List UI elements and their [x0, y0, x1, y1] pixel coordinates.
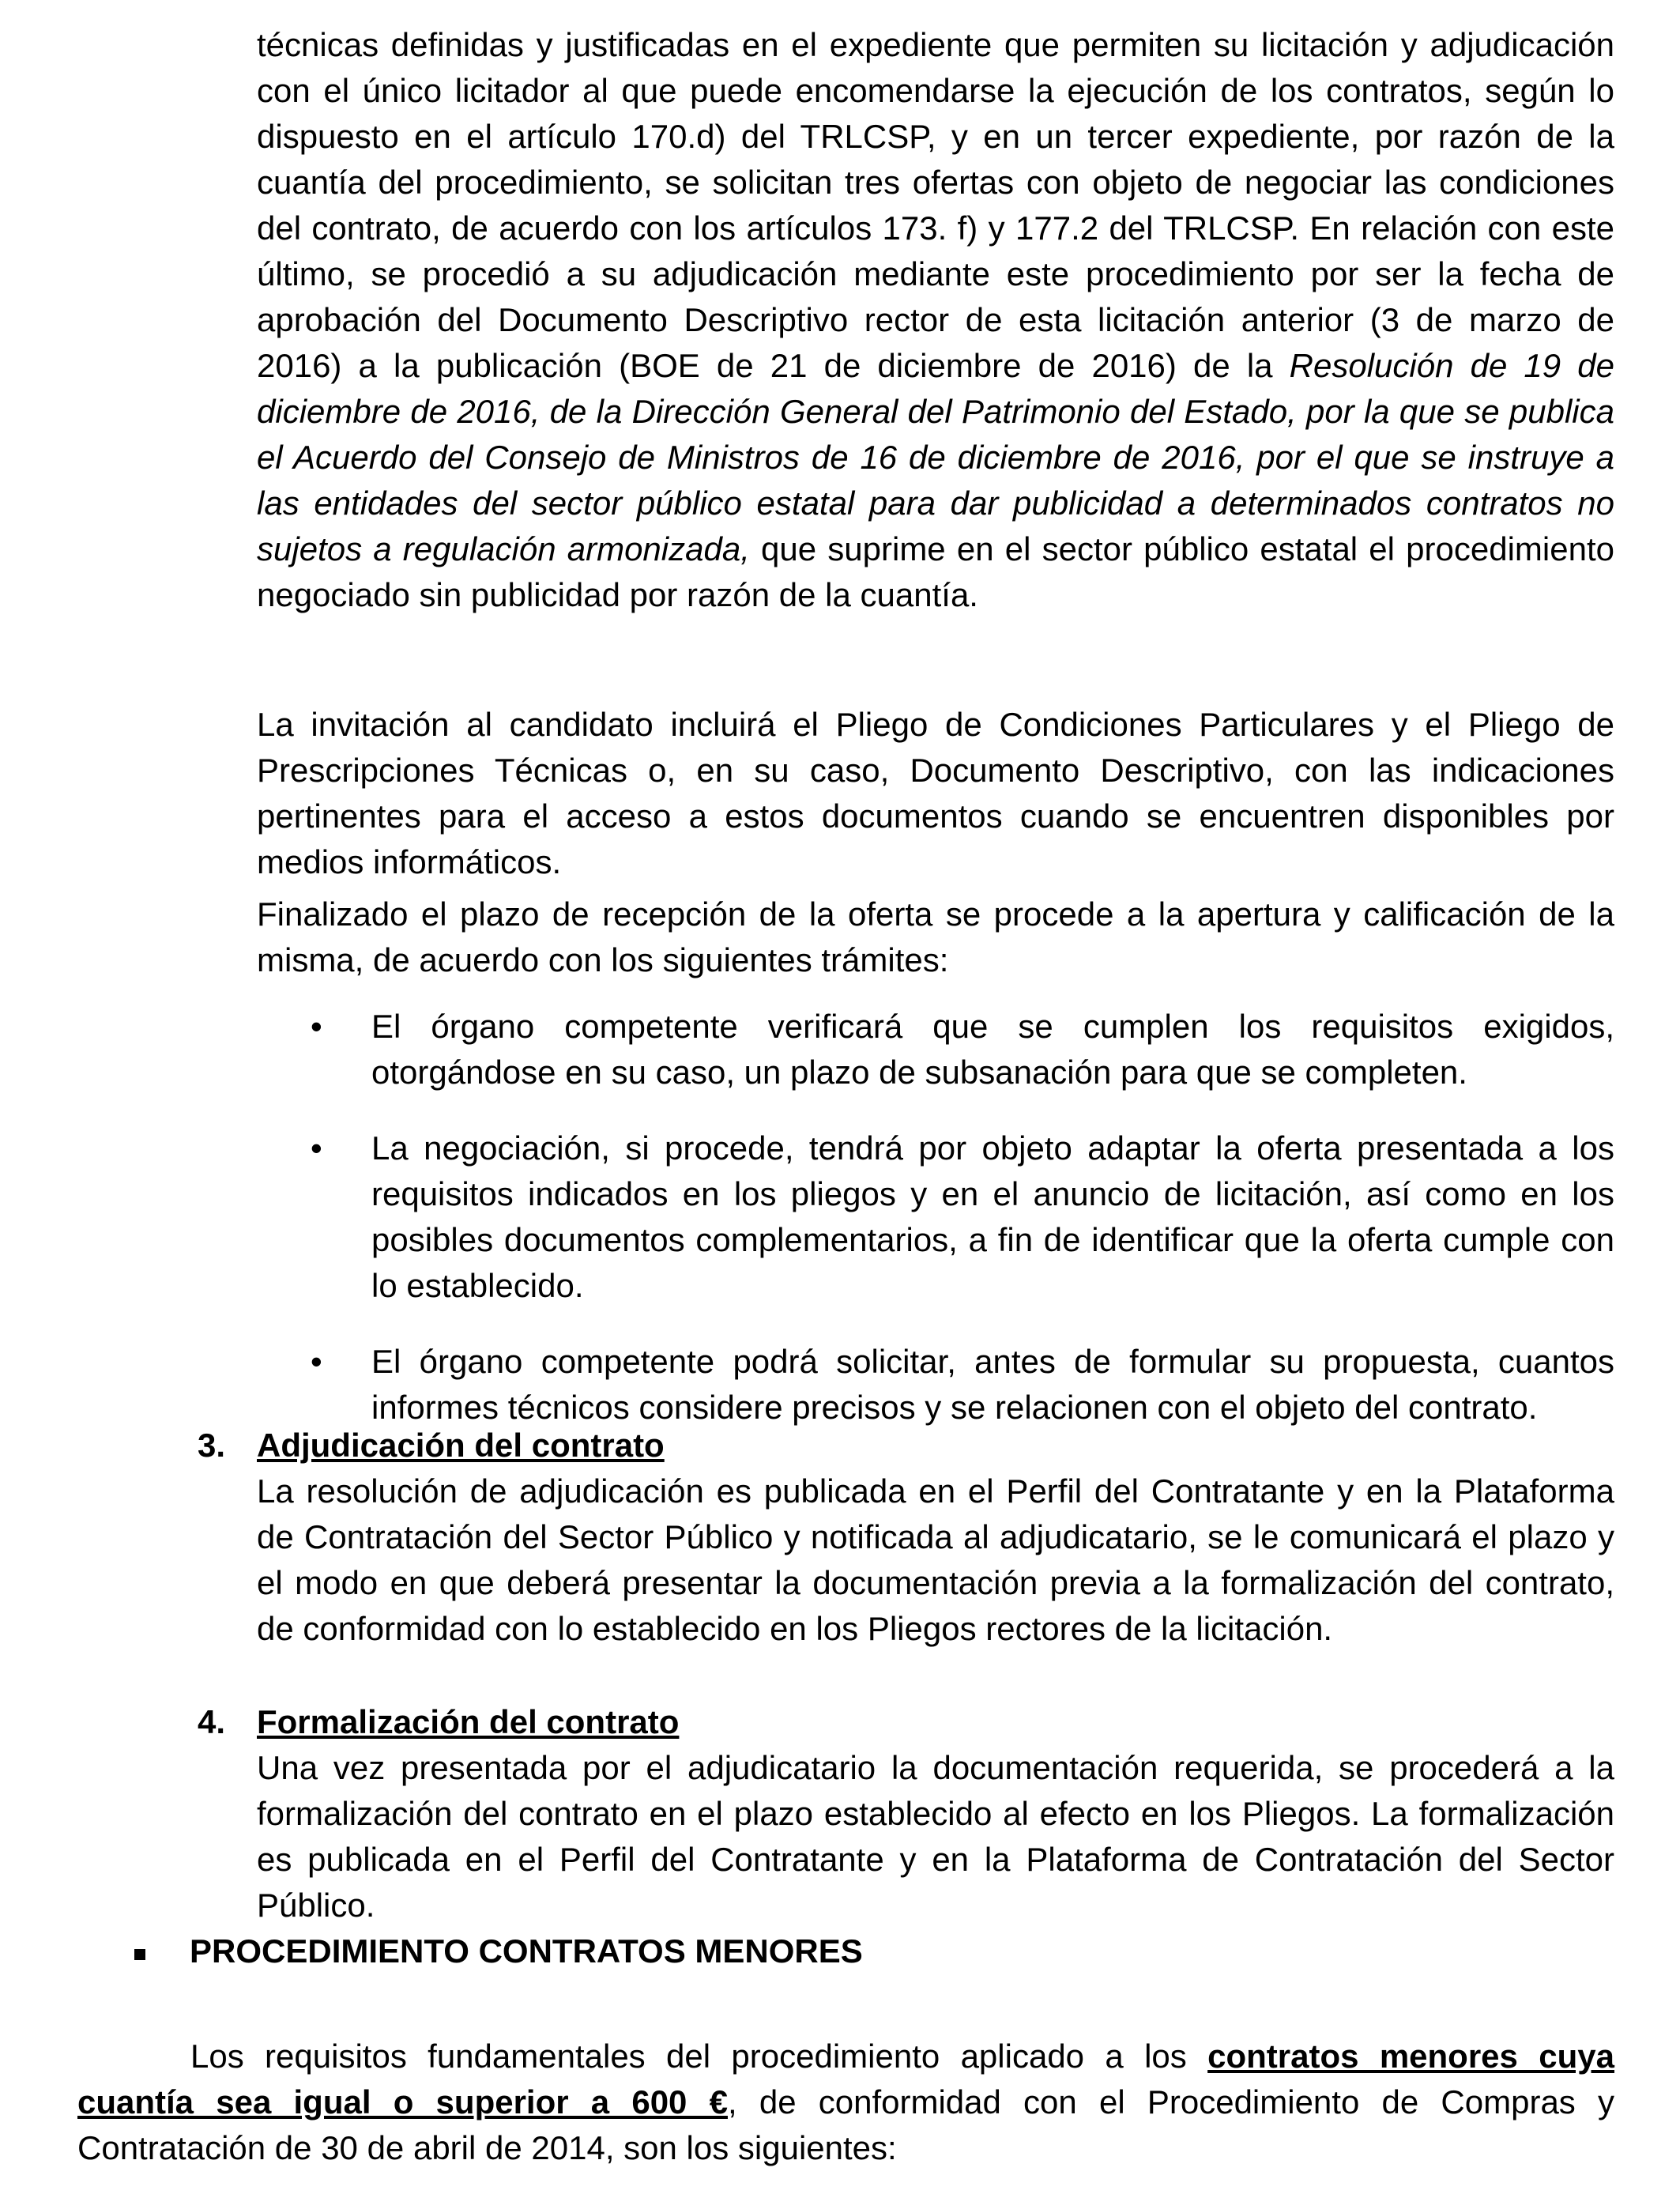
section-text: Una vez presentada por el adjudicatario la documentación requerida, se procederá a la formalización del contrato en el plazo establecido al efecto en los Pliegos. La formalización es publicada en el Perfil del Contratante y en la Plataforma de Contratación del Sector Público.	[257, 1749, 1614, 1924]
bullet-glyph: •	[311, 1343, 322, 1380]
paragraph-procedure-details	[257, 22, 1614, 618]
section-text: La resolución de adjudicación es publicada en el Perfil del Contratante y en la Plataforma de Contratación del Sector Público y notificada al adjudicatario, se le comunicará el plazo y el modo en que deberá presentar la documentación previa a la formalización del contrato, de conformidad con lo establecido en los Pliegos rectores de la licitación.	[257, 1472, 1614, 1647]
paragraph-minor-contracts	[77, 2034, 1614, 2171]
item-number: 3.	[198, 1427, 226, 1464]
bullet-glyph: •	[311, 1008, 322, 1045]
paragraph-text-end: que suprime en el sector público estatal el procedimiento negociado sin publicidad por razón de la cuantía.	[257, 530, 1614, 613]
paragraph-text-start: técnicas definidas y justificadas en el expediente que permiten su licitación y adjudicación con el único licitador al que puede encomendarse la ejecución de los contratos, según lo dispuesto en el artículo 170.d) del TRLCSP, y en un tercer expediente, por razón de la cuantía del procedimiento, se solicitan tres ofertas con objeto de negociar las condiciones del contrato, de acuerdo con los artículos 173. f) y 177.2 del TRLCSP. En relación con este último, se procedió a su adjudicación mediante este procedimiento por ser la fecha de aprobación del Documento Descriptivo rector de esta licitación anterior (3 de marzo de 2016) a la publicación (BOE de 21 de diciembre de 2016) de la	[257, 26, 1614, 384]
list-item	[257, 1004, 1614, 1095]
paragraph-text-end: , de conformidad con el Procedimiento de Compras y Contratación de 30 de abril de 2014, son los siguientes:	[77, 2083, 1614, 2166]
resolution-citation: Resolución de 19 de diciembre de 2016, de la Dirección General del Patrimonio del Estado, por la que se publica el Acuerdo del Consejo de Ministros de 16 de diciembre de 2016, por el que se instruye a las entidades del sector público estatal para dar publicidad a determinados contratos no sujetos a regulación armonizada,	[257, 347, 1614, 567]
list-item-text: La negociación, si procede, tendrá por objeto adaptar la oferta presentada a los requisitos indicados en los pliegos y en el anuncio de licitación, así como en los posibles documentos complementarios, a fin de identificar que la oferta cumple con lo establecido.	[371, 1129, 1614, 1304]
list-item-text: El órgano competente verificará que se cumplen los requisitos exigidos, otorgándose en su caso, un plazo de subsanación para que se completen.	[371, 1008, 1614, 1091]
minor-contracts-threshold: contratos menores cuya cuantía sea igual o superior a 600 €	[77, 2038, 1614, 2120]
paragraph-offer-procedure: Finalizado el plazo de recepción de la oferta se procede a la apertura y calificación de la misma, de acuerdo con los siguientes trámites:	[257, 895, 1614, 978]
paragraph-invitation: La invitación al candidato incluirá el Pliego de Condiciones Particulares y el Pliego de Prescripciones Técnicas o, en su caso, Documento Descriptivo, con las indicaciones pertinentes para el acceso a estos documentos cuando se encuentren disponibles por medios informáticos.	[257, 706, 1614, 880]
list-item	[257, 1339, 1614, 1431]
square-bullet-icon	[134, 1949, 145, 1960]
section-heading: Adjudicación del contrato	[257, 1427, 665, 1464]
item-number: 4.	[198, 1703, 226, 1740]
section-formalizacion	[198, 1699, 1614, 1928]
section-title: PROCEDIMIENTO CONTRATOS MENORES	[190, 1932, 863, 1970]
procedure-steps-list	[257, 1004, 1614, 1461]
list-item	[257, 1125, 1614, 1309]
list-item-text: El órgano competente podrá solicitar, antes de formular su propuesta, cuantos informes técnicos considere precisos y se relacionen con el objeto del contrato.	[371, 1343, 1614, 1426]
bullet-glyph: •	[311, 1129, 322, 1167]
section-adjudicacion	[198, 1423, 1614, 1652]
section-heading: Formalización del contrato	[257, 1703, 680, 1740]
paragraph-text-start: Los requisitos fundamentales del procedimiento aplicado a los	[190, 2038, 1208, 2075]
